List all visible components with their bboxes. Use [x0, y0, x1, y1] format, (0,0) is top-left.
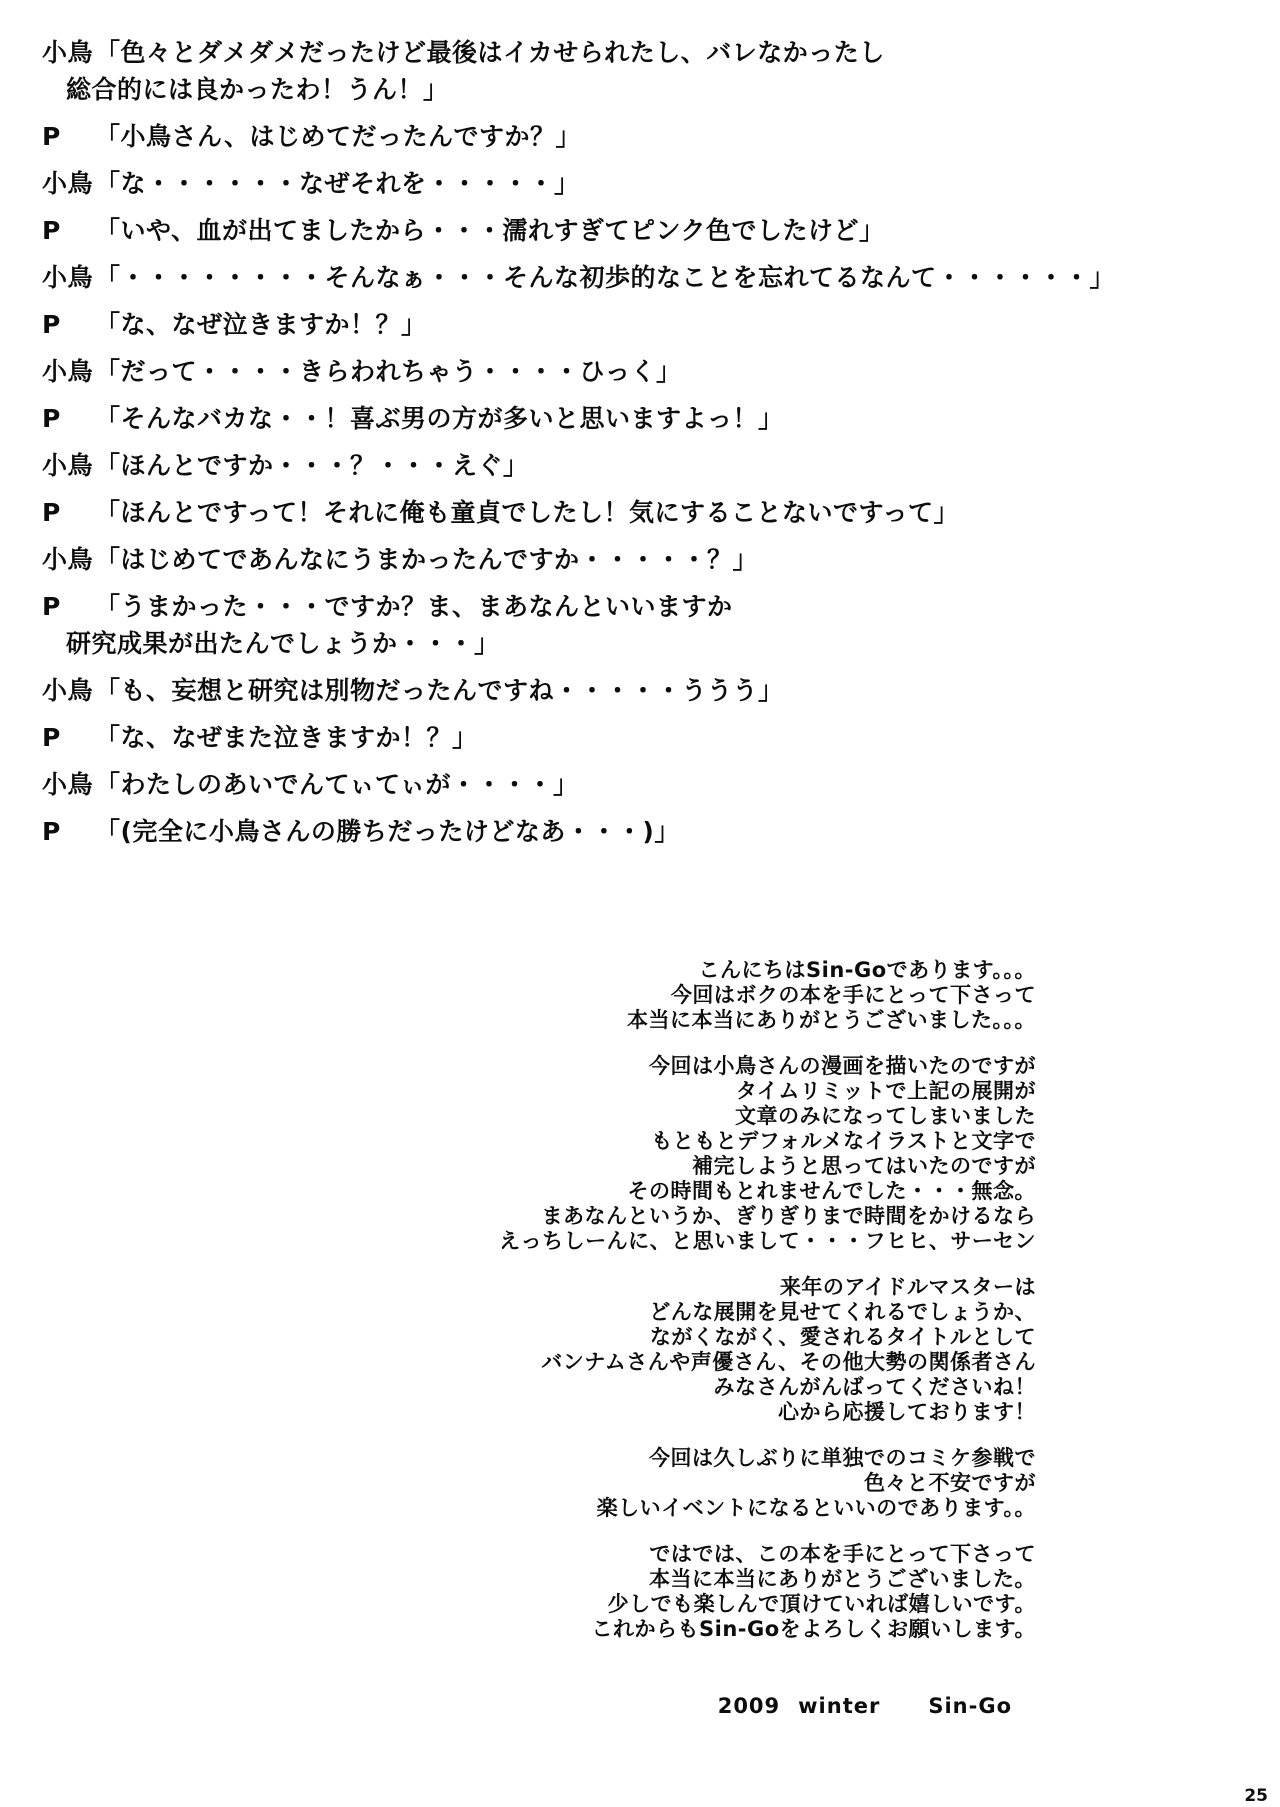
- speaker-label: 小鳥: [42, 38, 94, 67]
- footer-year: 2009: [717, 1694, 781, 1718]
- afterword-line: その時間もとれませんでした・・・無念。: [627, 1179, 1036, 1203]
- dialogue-text: 「ほんとですか・・・？・・・えぐ」: [95, 451, 529, 480]
- dialogue-text: 「ほんとですって！それに俺も童貞でしたし！気にすることないですって」: [95, 498, 960, 527]
- dialogue-entry: [42, 118, 1222, 155]
- speaker-label: P: [42, 723, 61, 752]
- afterword-paragraph: [499, 958, 1036, 1033]
- afterword-line: 今回は久しぶりに単独でのコミケ参戦で: [649, 1446, 1036, 1470]
- speaker-label: 小鳥: [42, 545, 94, 574]
- afterword-line: 本当に本当にありがとうございました。: [649, 1567, 1036, 1591]
- afterword-line: バンナムさんや声優さん、その他大勢の関係者さん: [541, 1350, 1036, 1374]
- speaker-label: 小鳥: [42, 451, 94, 480]
- afterword-line: ではでは、この本を手にとって下さって: [649, 1542, 1036, 1566]
- speaker-label: P: [42, 122, 61, 151]
- dialogue-entry: [42, 34, 1222, 108]
- dialogue-text: 「はじめてであんなにうまかったんですか・・・・・？」: [95, 545, 759, 574]
- afterword-line: みなさんがんばってくださいね！: [713, 1375, 1036, 1399]
- afterword-line: えっちしーんに、と思いまして・・・フヒヒ、サーセン: [499, 1229, 1036, 1253]
- dialogue-line: [42, 813, 1222, 850]
- dialogue-text: 「な・・・・・・なぜそれを・・・・・」: [95, 169, 580, 198]
- speaker-label: P: [42, 498, 61, 527]
- dialogue-text: 「も、妄想と研究は別物だったんですね・・・・・ううう」: [95, 676, 784, 705]
- dialogue-entry: [42, 766, 1222, 803]
- speaker-label: 小鳥: [42, 263, 94, 292]
- dialogue-text: 「そんなバカな・・！喜ぶ男の方が多いと思いますよっ！」: [95, 404, 784, 433]
- speaker-label: P: [42, 310, 61, 339]
- speaker-label: P: [42, 592, 61, 621]
- dialogue-entry: [42, 719, 1222, 756]
- afterword-line: まあなんというか、ぎりぎりまで時間をかけるなら: [541, 1204, 1036, 1228]
- dialogue-text: 「・・・・・・・・そんなぁ・・・そんな初歩的なことを忘れてるなんて・・・・・・」: [95, 263, 1116, 292]
- dialogue-text: 「な、なぜ泣きますか！？」: [95, 310, 427, 339]
- dialogue-line: [42, 400, 1222, 437]
- dialogue-text: 「うまかった・・・ですか？ま、まあなんといいますか: [95, 592, 733, 621]
- afterword-line: 今回はボクの本を手にとって下さって: [670, 983, 1036, 1007]
- dialogue-text: 「色々とダメダメだったけど最後はイカせられたし、バレなかったし: [95, 38, 885, 67]
- dialogue-line-continued: 研究成果が出たんでしょうか・・・」: [66, 629, 500, 658]
- afterword-line: 補完しようと思ってはいたのですが: [692, 1154, 1036, 1178]
- afterword: [499, 958, 1036, 1663]
- afterword-line: 文章のみになってしまいました: [735, 1104, 1036, 1128]
- afterword-line: タイムリミットで上記の展開が: [735, 1079, 1036, 1103]
- dialogue-line: [42, 494, 1222, 531]
- afterword-line: 心から応援しております！: [778, 1400, 1036, 1424]
- dialogue-line: [42, 34, 1222, 71]
- afterword-paragraph: [499, 1446, 1036, 1521]
- dialogue-line: [42, 118, 1222, 155]
- afterword-line: ながくながく、愛されるタイトルとして: [649, 1325, 1036, 1349]
- dialogue-text: 「(完全に小鳥さんの勝ちだったけどなあ・・・)」: [95, 817, 680, 846]
- afterword-line: 本当に本当にありがとうございました。。。: [627, 1008, 1036, 1032]
- dialogue-text: 「な、なぜまた泣きますか！？」: [95, 723, 478, 752]
- dialogue-text: 「小鳥さん、はじめてだったんですか？」: [95, 122, 582, 151]
- dialogue-entry: [42, 165, 1222, 202]
- dialogue-line: [42, 541, 1222, 578]
- dialogue-script: [42, 34, 1222, 860]
- dialogue-line: [42, 588, 1222, 625]
- speaker-label: 小鳥: [42, 357, 94, 386]
- dialogue-entry: [42, 588, 1222, 662]
- dialogue-line: [42, 766, 1222, 803]
- speaker-label: 小鳥: [42, 770, 94, 799]
- dialogue-entry: [42, 212, 1222, 249]
- dialogue-entry: [42, 400, 1222, 437]
- dialogue-text: 「だって・・・・きらわれちゃう・・・・ひっく」: [95, 357, 682, 386]
- dialogue-line: [42, 719, 1222, 756]
- afterword-line: 楽しいイベントになるといいのであります。。: [596, 1496, 1036, 1520]
- dialogue-entry: [42, 259, 1222, 296]
- dialogue-entry: [42, 353, 1222, 390]
- afterword-line: 色々と不安ですが: [864, 1471, 1036, 1495]
- speaker-label: 小鳥: [42, 676, 94, 705]
- dialogue-entry: [42, 306, 1222, 343]
- afterword-line: 来年のアイドルマスターは: [779, 1275, 1036, 1299]
- dialogue-entry: [42, 813, 1222, 850]
- dialogue-entry: [42, 447, 1222, 484]
- afterword-line: こんにちはSin-Goであります。。。: [698, 958, 1036, 982]
- dialogue-line: [42, 353, 1222, 390]
- speaker-label: P: [42, 404, 61, 433]
- afterword-line: もともとデフォルメなイラストと文字で: [651, 1129, 1036, 1153]
- afterword-line: 少しでも楽しんで頂けていれば嬉しいです。: [607, 1592, 1036, 1616]
- afterword-line: どんな展開を見せてくれるでしょうか、: [649, 1300, 1036, 1324]
- speaker-label: 小鳥: [42, 169, 94, 198]
- speaker-label: P: [42, 216, 61, 245]
- afterword-paragraph: [499, 1054, 1036, 1254]
- page-number: 25: [1244, 1786, 1268, 1806]
- dialogue-line: [42, 306, 1222, 343]
- dialogue-text: 「いや、血が出てましたから・・・濡れすぎてピンク色でしたけど」: [95, 216, 885, 245]
- speaker-label: P: [42, 817, 61, 846]
- dialogue-entry: [42, 494, 1222, 531]
- dialogue-entry: [42, 672, 1222, 709]
- dialogue-line: [42, 672, 1222, 709]
- dialogue-line: [42, 165, 1222, 202]
- dialogue-line: [42, 259, 1222, 296]
- afterword-line: これからもSin-Goをよろしくお願いします。: [591, 1617, 1036, 1641]
- footer-credit: [718, 1694, 1012, 1718]
- dialogue-text: 「わたしのあいでんてぃてぃが・・・・」: [95, 770, 579, 799]
- dialogue-line-continued: 総合的には良かったわ！うん！」: [66, 75, 449, 104]
- afterword-line: 今回は小鳥さんの漫画を描いたのですが: [649, 1054, 1036, 1078]
- afterword-paragraph: [499, 1275, 1036, 1425]
- dialogue-entry: [42, 541, 1222, 578]
- afterword-paragraph: [499, 1542, 1036, 1642]
- dialogue-line: [42, 447, 1222, 484]
- footer-author: Sin-Go: [928, 1694, 1012, 1718]
- footer-season: winter: [798, 1694, 881, 1718]
- dialogue-line: [42, 212, 1222, 249]
